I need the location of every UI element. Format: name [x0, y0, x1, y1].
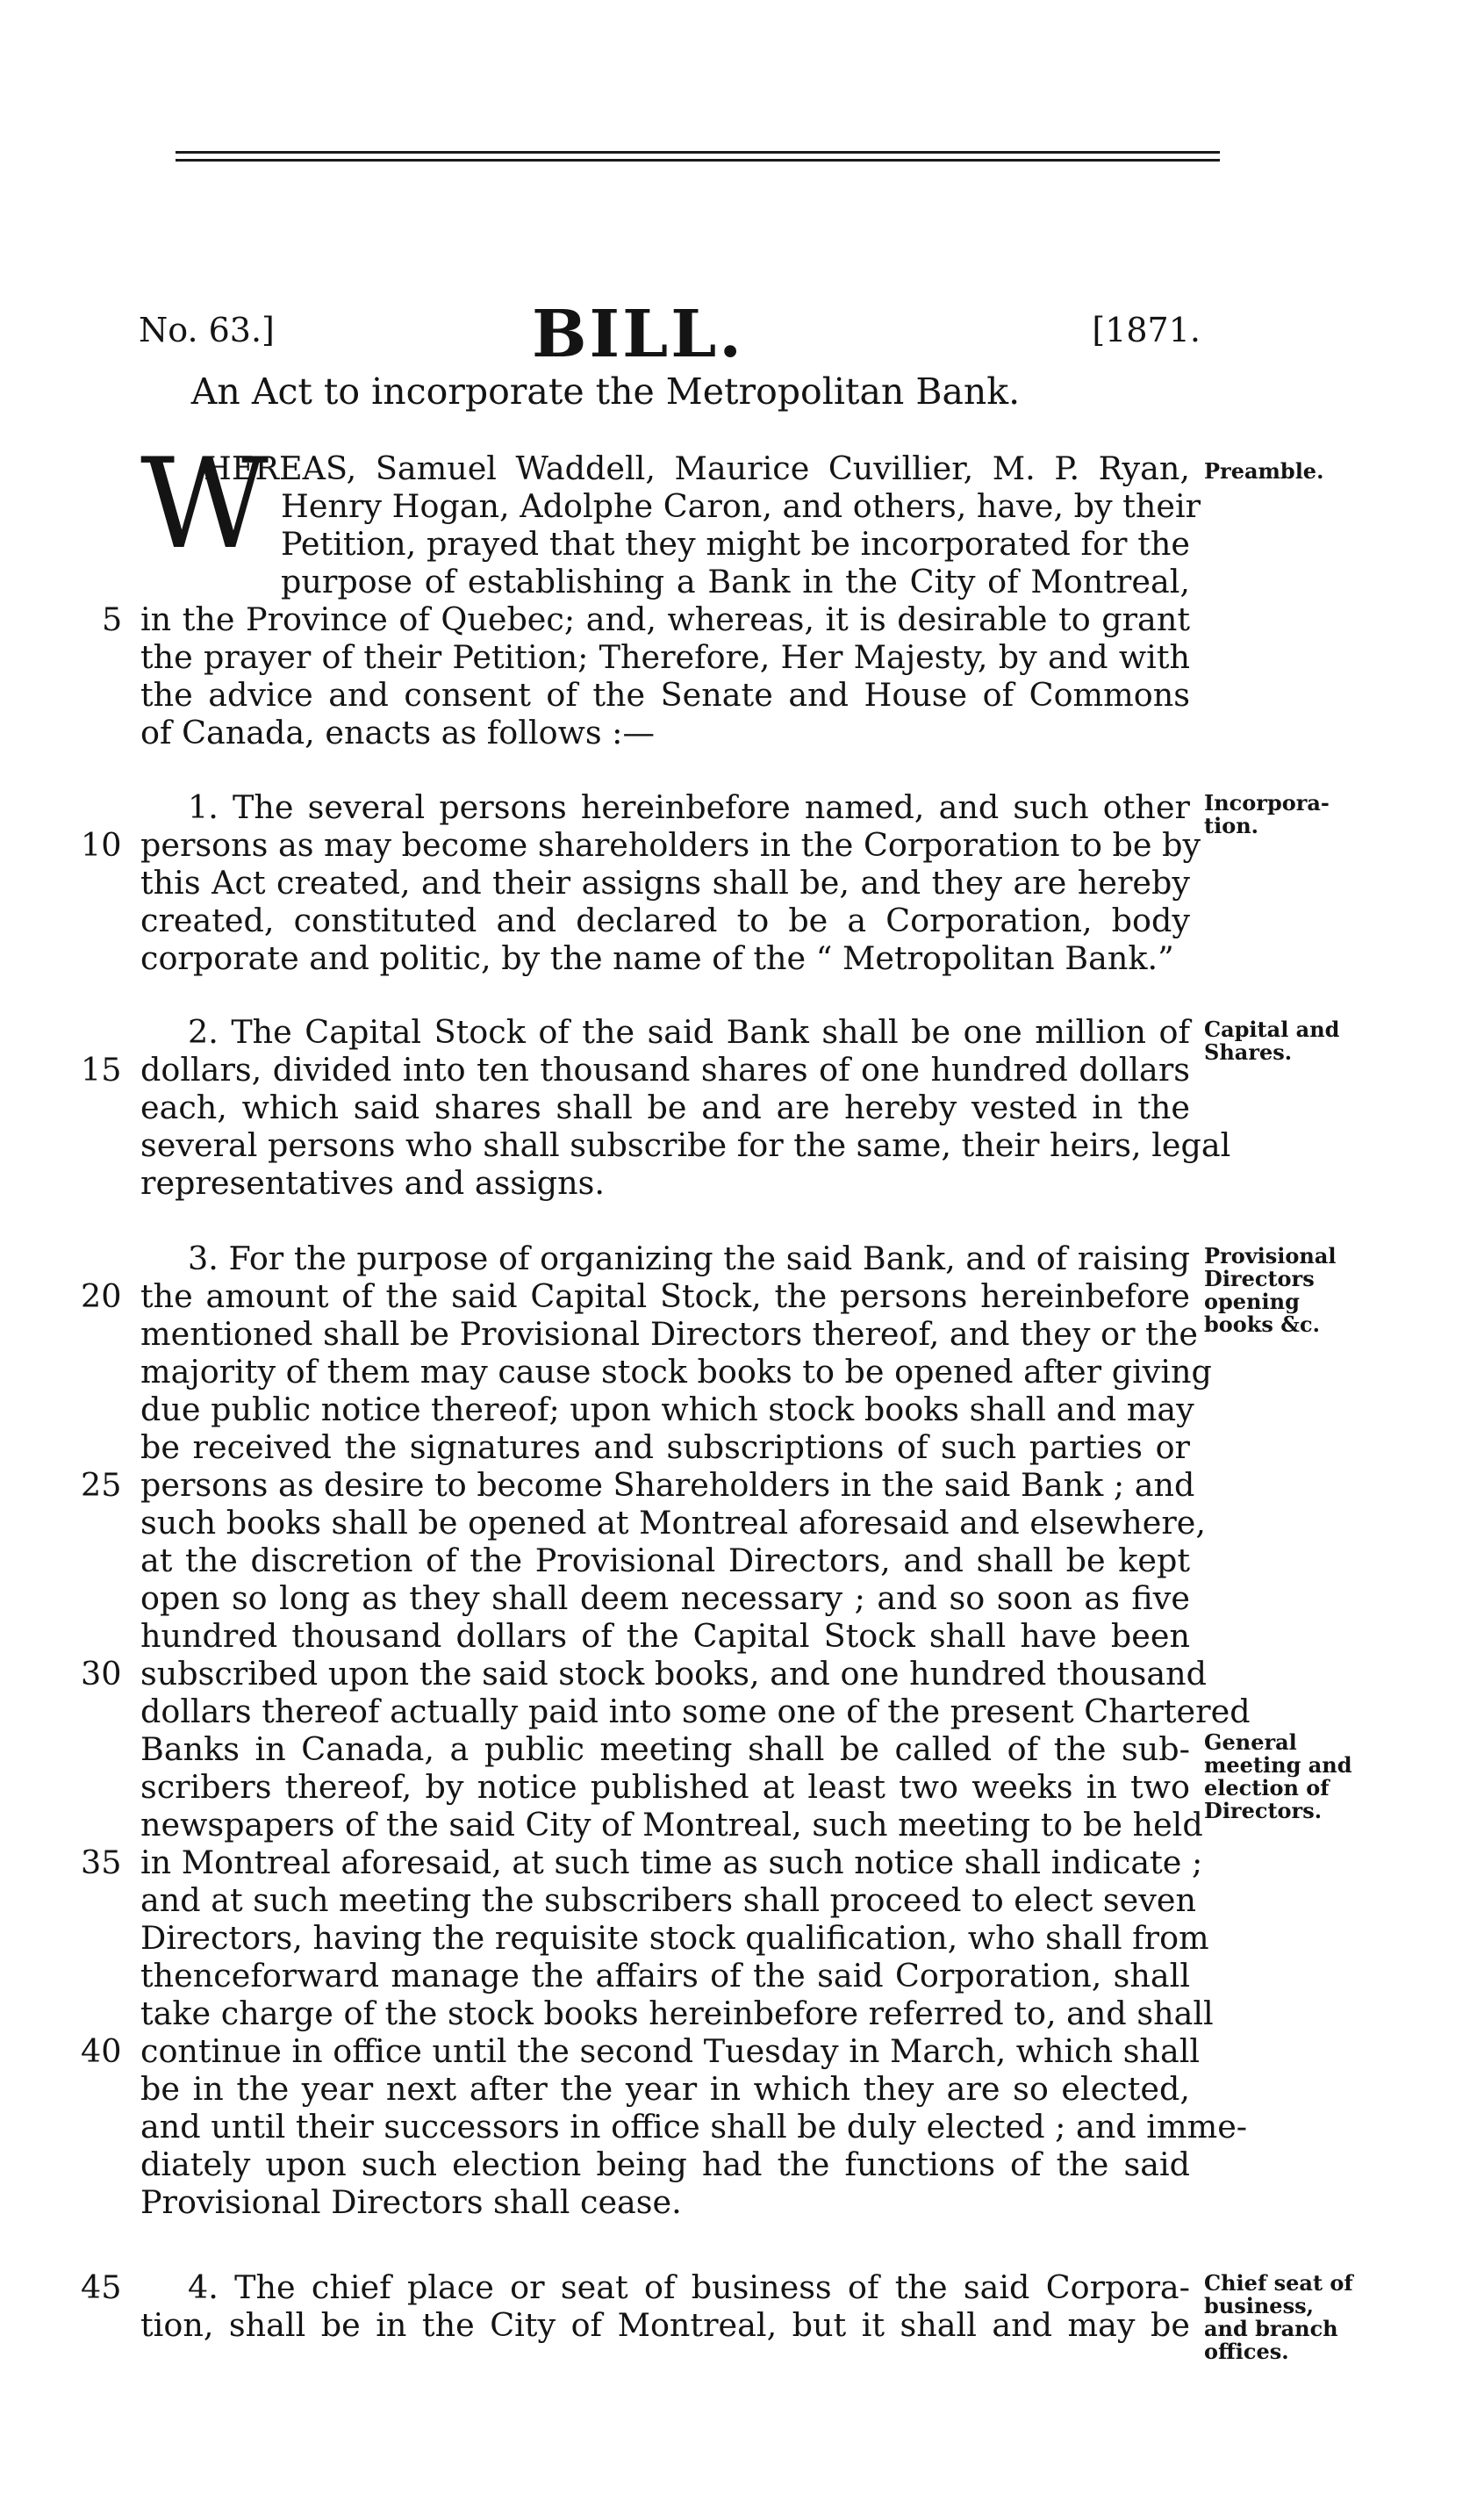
preamble-line: of Canada, enacts as follows :—	[140, 714, 655, 751]
section-line: scribers thereof, by notice published at least two weeks in two	[140, 1768, 1190, 1806]
section-line: tion, shall be in the City of Montreal, but it shall and may be	[140, 2306, 1190, 2344]
top-rule-second	[176, 159, 1220, 162]
top-rule	[176, 151, 1220, 154]
section-line: Directors, having the requisite stock qualification, who shall from	[140, 1919, 1209, 1957]
section-line: several persons who shall subscribe for the same, their heirs, legal	[140, 1126, 1231, 1164]
section-line: persons as desire to become Shareholders in the said Bank ; and	[140, 1466, 1195, 1504]
margin-note-capital: Capital and Shares.	[1204, 1017, 1340, 1065]
section-line: dollars thereof actually paid into some one of the present Chartered	[140, 1693, 1251, 1730]
preamble	[140, 449, 1201, 751]
section-line: 3. For the purpose of organizing the said Bank, and of raising	[188, 1240, 1190, 1277]
margin-note-incorporation: Incorpora-tion.	[1204, 790, 1330, 838]
margin-note-chief-seat: Chief seat of business, and branch offices.	[1204, 2270, 1353, 2364]
section-line: Banks in Canada, a public meeting shall be called of the sub-	[140, 1730, 1190, 1768]
section-line: and until their successors in office shall be duly elected ; and imme-	[140, 2108, 1248, 2145]
section-line: due public notice thereof; upon which stock books shall and may	[140, 1391, 1194, 1428]
line-number: 40	[81, 2032, 122, 2070]
section-line: 2. The Capital Stock of the said Bank shall be one million of	[188, 1013, 1190, 1051]
section-line: diately upon such election being had the functions of the said	[140, 2145, 1190, 2183]
preamble-line: HEREAS, Samuel Waddell, Maurice Cuvillier, M. P. Ryan,	[204, 449, 1190, 487]
section-line: dollars, divided into ten thousand shares of one hundred dollars	[140, 1051, 1190, 1089]
section-line: open so long as they shall deem necessary ; and so soon as five	[140, 1579, 1190, 1617]
section-line: persons as may become shareholders in the Corporation to be by	[140, 826, 1201, 864]
section-4	[140, 2268, 1190, 2344]
section-line: 1. The several persons hereinbefore named, and such other	[188, 788, 1190, 826]
section-line: representatives and assigns.	[140, 1164, 605, 1202]
line-number: 35	[81, 1844, 122, 1881]
section-line: mentioned shall be Provisional Directors thereof, and they or the	[140, 1315, 1198, 1353]
section-line: and at such meeting the subscribers shall proceed to elect seven	[140, 1881, 1196, 1919]
section-3	[140, 1240, 1251, 2221]
section-line: such books shall be opened at Montreal aforesaid and elsewhere,	[140, 1504, 1206, 1542]
bill-year: [1871.	[1092, 311, 1201, 349]
preamble-line: in the Province of Quebec; and, whereas, it is desirable to grant	[140, 600, 1190, 638]
section-line: at the discretion of the Provisional Directors, and shall be kept	[140, 1542, 1190, 1579]
section-line: thenceforward manage the affairs of the said Corporation, shall	[140, 1957, 1190, 1994]
section-line: the amount of the said Capital Stock, the persons hereinbefore	[140, 1277, 1190, 1315]
bill-header	[139, 297, 1201, 372]
margin-note-preamble: Preamble.	[1204, 458, 1324, 484]
section-line: take charge of the stock books hereinbefore referred to, and shall	[140, 1994, 1214, 2032]
section-line: continue in office until the second Tuesday in March, which shall	[140, 2032, 1201, 2070]
section-line: be in the year next after the year in which they are so elected,	[140, 2070, 1190, 2108]
section-line: be received the signatures and subscriptions of such parties or	[140, 1428, 1190, 1466]
line-number: 25	[81, 1466, 122, 1504]
preamble-line: the advice and consent of the Senate and House of Commons	[140, 676, 1190, 714]
section-line: this Act created, and their assigns shall be, and they are hereby	[140, 864, 1190, 902]
section-line: created, constituted and declared to be a Corporation, body	[140, 902, 1190, 939]
preamble-line: Henry Hogan, Adolphe Caron, and others, have, by their	[281, 487, 1201, 525]
section-line: majority of them may cause stock books to be opened after giving	[140, 1353, 1212, 1391]
section-line: newspapers of the said City of Montreal, such meeting to be held	[140, 1806, 1203, 1844]
line-number: 10	[81, 826, 122, 864]
section-line: 4. The chief place or seat of business of the said Corpora-	[188, 2268, 1190, 2306]
section-line: Provisional Directors shall cease.	[140, 2183, 682, 2221]
bill-number: No. 63.]	[139, 311, 275, 349]
section-1	[140, 788, 1201, 977]
section-line: each, which said shares shall be and are hereby vested in the	[140, 1089, 1190, 1126]
line-number: 5	[102, 600, 123, 638]
drop-cap: W	[140, 432, 269, 577]
section-line: subscribed upon the said stock books, and one hundred thousand	[140, 1655, 1208, 1693]
line-number: 15	[81, 1051, 122, 1089]
act-title: An Act to incorporate the Metropolitan Bank.	[190, 370, 1021, 413]
margin-note-provisional-directors: Provisional Directors opening books &c.	[1204, 1243, 1337, 1337]
section-line: hundred thousand dollars of the Capital Stock shall have been	[140, 1617, 1190, 1655]
preamble-line: Petition, prayed that they might be incorporated for the	[281, 525, 1190, 563]
section-line: corporate and politic, by the name of the “ Metropolitan Bank.”	[140, 939, 1174, 977]
margin-note-general-meeting: General meeting and election of Directors.	[1204, 1729, 1352, 1823]
bill-title: BILL.	[532, 297, 744, 372]
preamble-line: purpose of establishing a Bank in the City of Montreal,	[281, 563, 1190, 600]
preamble-line: the prayer of their Petition; Therefore, Her Majesty, by and with	[140, 638, 1190, 676]
line-number: 30	[81, 1655, 122, 1693]
section-line: in Montreal aforesaid, at such time as such notice shall indicate ;	[140, 1844, 1203, 1881]
section-2	[140, 1013, 1231, 1202]
line-number: 20	[81, 1277, 122, 1315]
line-number: 45	[81, 2268, 122, 2306]
